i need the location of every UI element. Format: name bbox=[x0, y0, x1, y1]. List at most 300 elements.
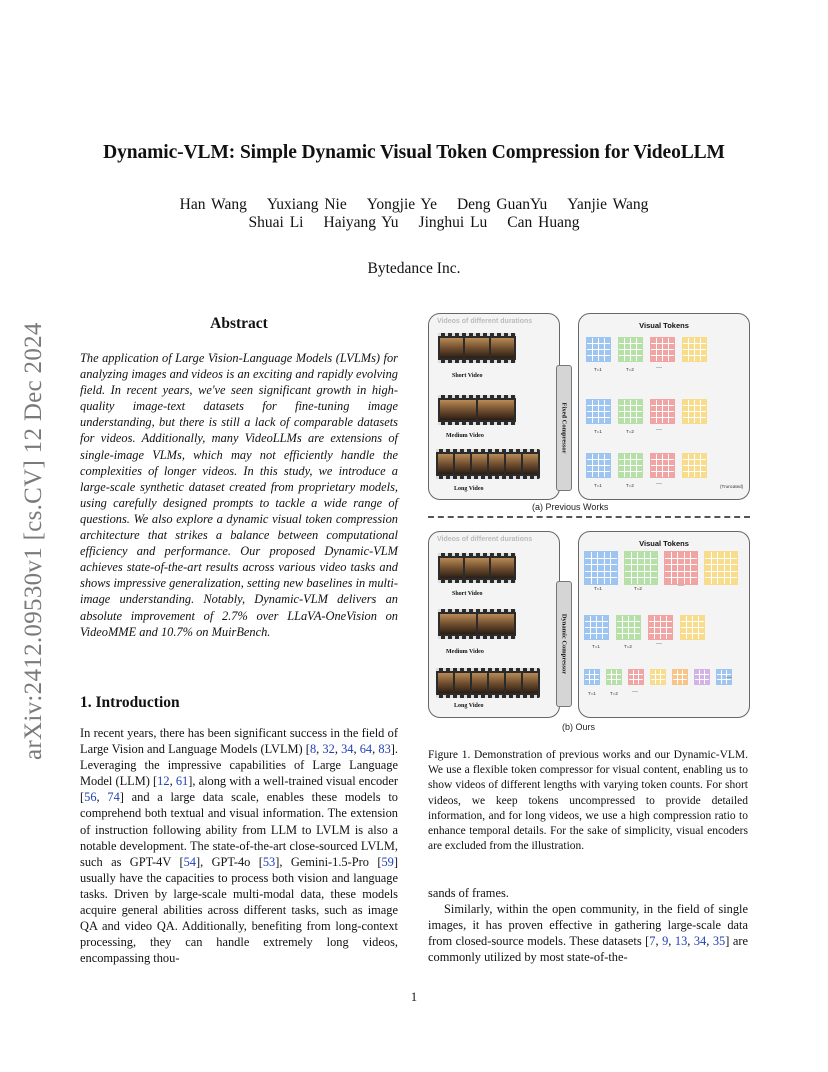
token-cell bbox=[585, 559, 591, 565]
token-cell bbox=[661, 670, 665, 674]
token-cell bbox=[667, 634, 672, 639]
token-cell bbox=[681, 616, 686, 621]
token-cell bbox=[687, 616, 692, 621]
page-number: 1 bbox=[410, 990, 418, 1004]
token-cell bbox=[661, 622, 666, 627]
citation-link[interactable]: 83 bbox=[378, 742, 391, 757]
token-cell bbox=[638, 552, 644, 558]
token-cell bbox=[717, 670, 721, 674]
truncated-label: (Truncated) bbox=[720, 484, 744, 489]
token-cell bbox=[585, 565, 591, 571]
ellipsis: ... bbox=[656, 423, 662, 432]
video-frame bbox=[440, 614, 476, 634]
token-cell bbox=[625, 466, 630, 471]
citation-link[interactable]: 53 bbox=[262, 854, 276, 869]
text-run: , bbox=[655, 934, 663, 949]
token-cell bbox=[651, 675, 655, 679]
token-cell bbox=[587, 418, 592, 423]
token-cell bbox=[681, 628, 686, 633]
token-cell bbox=[595, 680, 599, 684]
token-cell bbox=[629, 670, 633, 674]
token-cell bbox=[683, 338, 688, 343]
time-label: T=1 bbox=[594, 367, 602, 372]
citation-link[interactable]: 8 bbox=[309, 742, 317, 757]
ellipsis: ... bbox=[678, 579, 684, 588]
token-cell bbox=[689, 344, 694, 349]
token-cell bbox=[678, 572, 684, 578]
token-cell bbox=[637, 460, 642, 465]
token-cell bbox=[629, 634, 634, 639]
token-cell bbox=[725, 565, 731, 571]
token-cell bbox=[587, 356, 592, 361]
token-cell bbox=[731, 565, 737, 571]
token-cell bbox=[669, 454, 674, 459]
token-cell bbox=[591, 616, 596, 621]
text-run: ], Gemini-1.5-Pro [ bbox=[275, 854, 382, 869]
token-grid bbox=[584, 669, 600, 685]
intro-paragraph bbox=[80, 725, 398, 966]
token-grid bbox=[584, 615, 609, 640]
token-cell bbox=[667, 616, 672, 621]
token-cell bbox=[592, 559, 598, 565]
video-clip bbox=[436, 668, 540, 698]
token-cell bbox=[663, 466, 668, 471]
text-run: ], along with a well-trained visual encoder [ bbox=[80, 774, 398, 805]
token-cell bbox=[599, 356, 604, 361]
token-grid bbox=[616, 615, 641, 640]
token-cell bbox=[607, 680, 611, 684]
token-cell bbox=[587, 338, 592, 343]
token-cell bbox=[672, 552, 678, 558]
token-cell bbox=[663, 400, 668, 405]
token-cell bbox=[695, 418, 700, 423]
token-cell bbox=[689, 412, 694, 417]
token-cell bbox=[678, 559, 684, 565]
author: Jinghui Lu bbox=[418, 214, 488, 231]
author: Han Wang bbox=[179, 196, 247, 213]
token-cell bbox=[619, 418, 624, 423]
token-cell bbox=[593, 454, 598, 459]
token-cell bbox=[695, 338, 700, 343]
token-cell bbox=[663, 460, 668, 465]
video-frame bbox=[438, 454, 453, 474]
token-cell bbox=[619, 356, 624, 361]
token-cell bbox=[599, 460, 604, 465]
token-cell bbox=[585, 634, 590, 639]
token-cell bbox=[632, 559, 638, 565]
authors-row-2 bbox=[60, 214, 768, 232]
token-cell bbox=[605, 460, 610, 465]
token-cell bbox=[593, 406, 598, 411]
token-cell bbox=[661, 675, 665, 679]
token-cell bbox=[695, 466, 700, 471]
intro-heading: 1. Introduction bbox=[80, 694, 180, 711]
token-cell bbox=[681, 622, 686, 627]
token-cell bbox=[605, 412, 610, 417]
token-cell bbox=[695, 406, 700, 411]
token-cell bbox=[683, 406, 688, 411]
token-cell bbox=[661, 616, 666, 621]
token-cell bbox=[672, 559, 678, 565]
video-frame bbox=[455, 454, 470, 474]
token-cell bbox=[587, 466, 592, 471]
token-grid bbox=[624, 551, 658, 585]
token-cell bbox=[651, 559, 657, 565]
token-cell bbox=[629, 680, 633, 684]
token-cell bbox=[585, 572, 591, 578]
token-cell bbox=[587, 454, 592, 459]
token-cell bbox=[661, 680, 665, 684]
token-cell bbox=[669, 400, 674, 405]
citation-link[interactable]: 74 bbox=[107, 790, 120, 805]
arxiv-stamp: arXiv:2412.09530v1 [cs.CV] 12 Dec 2024 bbox=[20, 322, 47, 760]
token-cell bbox=[603, 622, 608, 627]
citation-link[interactable]: 64 bbox=[359, 742, 373, 757]
token-cell bbox=[717, 680, 721, 684]
citation-link[interactable]: 13 bbox=[674, 934, 688, 949]
token-cell bbox=[638, 578, 644, 584]
video-frame bbox=[523, 673, 538, 693]
token-cell bbox=[705, 552, 711, 558]
token-cell bbox=[701, 454, 706, 459]
token-cell bbox=[617, 675, 621, 679]
token-cell bbox=[689, 466, 694, 471]
citation-link[interactable]: 56 bbox=[84, 790, 97, 805]
token-cell bbox=[669, 350, 674, 355]
token-cell bbox=[678, 670, 682, 674]
citation-link[interactable]: 35 bbox=[712, 934, 726, 949]
token-cell bbox=[683, 454, 688, 459]
token-cell bbox=[587, 344, 592, 349]
video-frame bbox=[523, 454, 538, 474]
token-cell bbox=[705, 578, 711, 584]
video-clip bbox=[438, 553, 516, 583]
token-cell bbox=[637, 418, 642, 423]
token-cell bbox=[695, 675, 699, 679]
citation-link[interactable]: 54 bbox=[183, 854, 196, 869]
token-grid bbox=[618, 337, 643, 362]
token-cell bbox=[731, 578, 737, 584]
token-cell bbox=[663, 454, 668, 459]
token-cell bbox=[585, 622, 590, 627]
token-cell bbox=[638, 559, 644, 565]
token-cell bbox=[663, 418, 668, 423]
token-cell bbox=[637, 350, 642, 355]
token-cell bbox=[718, 565, 724, 571]
token-cell bbox=[663, 344, 668, 349]
token-cell bbox=[683, 412, 688, 417]
token-cell bbox=[685, 572, 691, 578]
token-cell bbox=[689, 472, 694, 477]
token-cell bbox=[631, 472, 636, 477]
token-cell bbox=[725, 559, 731, 565]
token-cell bbox=[599, 344, 604, 349]
token-cell bbox=[701, 460, 706, 465]
token-cell bbox=[625, 578, 631, 584]
token-cell bbox=[727, 680, 731, 684]
token-cell bbox=[663, 472, 668, 477]
token-cell bbox=[611, 559, 617, 565]
token-cell bbox=[655, 616, 660, 621]
ellipsis: ... bbox=[726, 671, 732, 680]
token-cell bbox=[699, 622, 704, 627]
token-cell bbox=[599, 406, 604, 411]
token-cell bbox=[701, 412, 706, 417]
paragraph bbox=[428, 901, 748, 965]
token-cell bbox=[625, 460, 630, 465]
text-run: ] are commonly utilized by most state-of-the- bbox=[428, 934, 748, 965]
videos-panel-label: Videos of different durations bbox=[437, 536, 533, 543]
token-cell bbox=[617, 670, 621, 674]
video-label: Short Video bbox=[452, 591, 483, 597]
time-label: T=1 bbox=[594, 429, 602, 434]
token-cell bbox=[623, 622, 628, 627]
token-cell bbox=[718, 559, 724, 565]
token-cell bbox=[605, 400, 610, 405]
token-cell bbox=[593, 412, 598, 417]
token-cell bbox=[637, 454, 642, 459]
token-cell bbox=[587, 400, 592, 405]
video-clip bbox=[438, 333, 516, 363]
token-cell bbox=[631, 466, 636, 471]
token-cell bbox=[619, 460, 624, 465]
token-cell bbox=[617, 628, 622, 633]
token-cell bbox=[593, 400, 598, 405]
time-label: T=1 bbox=[592, 644, 600, 649]
token-cell bbox=[639, 670, 643, 674]
token-cell bbox=[605, 356, 610, 361]
token-cell bbox=[663, 406, 668, 411]
token-cell bbox=[598, 565, 604, 571]
ellipsis: ... bbox=[656, 361, 662, 370]
token-cell bbox=[623, 616, 628, 621]
text-run: , bbox=[372, 742, 379, 757]
fixed-compressor bbox=[556, 365, 572, 491]
token-cell bbox=[657, 460, 662, 465]
token-cell bbox=[693, 634, 698, 639]
token-grid bbox=[586, 399, 611, 424]
token-grid bbox=[650, 453, 675, 478]
token-cell bbox=[695, 454, 700, 459]
token-cell bbox=[645, 559, 651, 565]
token-cell bbox=[598, 572, 604, 578]
token-cell bbox=[657, 338, 662, 343]
token-cell bbox=[687, 634, 692, 639]
video-frame bbox=[465, 558, 488, 578]
token-cell bbox=[634, 675, 638, 679]
video-label: Long Video bbox=[454, 703, 484, 709]
figure-1 bbox=[428, 313, 750, 738]
token-cell bbox=[657, 406, 662, 411]
token-cell bbox=[687, 622, 692, 627]
token-cell bbox=[657, 454, 662, 459]
token-cell bbox=[712, 572, 718, 578]
token-cell bbox=[629, 628, 634, 633]
time-label: T=2 bbox=[610, 691, 618, 696]
video-frame bbox=[440, 400, 476, 420]
token-cell bbox=[665, 559, 671, 565]
token-cell bbox=[599, 418, 604, 423]
token-cell bbox=[591, 622, 596, 627]
token-cell bbox=[669, 418, 674, 423]
token-cell bbox=[699, 634, 704, 639]
film-perforation bbox=[436, 695, 540, 698]
citation-link[interactable]: 59 bbox=[381, 854, 394, 869]
token-cell bbox=[639, 680, 643, 684]
token-cell bbox=[625, 552, 631, 558]
citation-link[interactable]: 34 bbox=[693, 934, 707, 949]
token-cell bbox=[612, 680, 616, 684]
token-cell bbox=[593, 460, 598, 465]
token-cell bbox=[585, 670, 589, 674]
token-cell bbox=[663, 356, 668, 361]
token-cell bbox=[683, 350, 688, 355]
token-cell bbox=[631, 356, 636, 361]
token-cell bbox=[672, 578, 678, 584]
token-grid bbox=[672, 669, 688, 685]
token-grid bbox=[650, 337, 675, 362]
token-cell bbox=[637, 466, 642, 471]
token-cell bbox=[619, 472, 624, 477]
token-cell bbox=[593, 418, 598, 423]
dynamic-compressor-label: Dynamic Compressor bbox=[560, 613, 568, 675]
text-run: ] usually have the capacities to process both vision and language tasks. Driven by large-scale multi-modal data, these models acquire general abilities across different tasks, such as image QA and video QA. Additionally, benefiting from long-context processing, they can handle extremely long videos, encompassing thou- bbox=[80, 854, 398, 966]
fixed-compressor-label: Fixed Compressor bbox=[560, 402, 568, 454]
token-cell bbox=[631, 454, 636, 459]
token-cell bbox=[701, 418, 706, 423]
token-cell bbox=[693, 616, 698, 621]
token-cell bbox=[651, 578, 657, 584]
token-cell bbox=[685, 578, 691, 584]
token-cell bbox=[731, 572, 737, 578]
token-cell bbox=[717, 675, 721, 679]
token-cell bbox=[701, 406, 706, 411]
text-run: , bbox=[353, 742, 360, 757]
token-cell bbox=[701, 466, 706, 471]
film-perforation bbox=[436, 449, 540, 452]
token-cell bbox=[629, 616, 634, 621]
token-cell bbox=[657, 466, 662, 471]
token-cell bbox=[593, 338, 598, 343]
token-cell bbox=[689, 418, 694, 423]
token-cell bbox=[635, 628, 640, 633]
paragraph: sands of frames. bbox=[428, 886, 509, 900]
token-cell bbox=[587, 350, 592, 355]
token-cell bbox=[617, 634, 622, 639]
token-cell bbox=[638, 572, 644, 578]
token-cell bbox=[631, 412, 636, 417]
citation-link[interactable]: 7 bbox=[649, 934, 656, 949]
token-cell bbox=[592, 578, 598, 584]
video-frame bbox=[506, 454, 521, 474]
token-cell bbox=[669, 356, 674, 361]
text-run: ] and a large data scale, enables these models to comprehend both textual and visual information. The extension of instruction following ability from LLM to LVLM is also a notable development. The state-of-the-art close-sourced LVLM, such as GPT-4V [ bbox=[80, 790, 398, 869]
token-cell bbox=[656, 680, 660, 684]
token-cell bbox=[705, 680, 709, 684]
token-cell bbox=[669, 412, 674, 417]
citation-link[interactable]: 61 bbox=[175, 774, 189, 789]
token-grid bbox=[650, 669, 666, 685]
token-cell bbox=[718, 552, 724, 558]
token-cell bbox=[663, 412, 668, 417]
token-cell bbox=[632, 552, 638, 558]
token-cell bbox=[623, 634, 628, 639]
citation-link[interactable]: 9 bbox=[662, 934, 669, 949]
text-run: , bbox=[668, 934, 675, 949]
film-perforation bbox=[438, 333, 516, 336]
token-cell bbox=[629, 675, 633, 679]
token-cell bbox=[689, 338, 694, 343]
token-cell bbox=[591, 634, 596, 639]
token-cell bbox=[635, 616, 640, 621]
token-cell bbox=[617, 680, 621, 684]
token-cell bbox=[691, 578, 697, 584]
token-cell bbox=[665, 578, 671, 584]
author: Yanjie Wang bbox=[567, 196, 649, 213]
token-cell bbox=[612, 675, 616, 679]
token-cell bbox=[712, 552, 718, 558]
token-cell bbox=[693, 622, 698, 627]
token-cell bbox=[597, 616, 602, 621]
right-column-text bbox=[428, 885, 748, 965]
token-cell bbox=[651, 350, 656, 355]
token-cell bbox=[685, 565, 691, 571]
token-cell bbox=[712, 565, 718, 571]
token-cell bbox=[701, 344, 706, 349]
token-cell bbox=[683, 344, 688, 349]
token-cell bbox=[731, 552, 737, 558]
token-cell bbox=[631, 460, 636, 465]
token-cell bbox=[651, 670, 655, 674]
token-cell bbox=[683, 356, 688, 361]
citation-link[interactable]: 34 bbox=[341, 742, 354, 757]
author: Yuxiang Nie bbox=[266, 196, 347, 213]
token-cell bbox=[585, 675, 589, 679]
video-frame bbox=[489, 454, 504, 474]
token-cell bbox=[683, 418, 688, 423]
token-cell bbox=[590, 675, 594, 679]
token-cell bbox=[725, 552, 731, 558]
token-cell bbox=[587, 472, 592, 477]
token-cell bbox=[712, 578, 718, 584]
token-cell bbox=[605, 454, 610, 459]
token-cell bbox=[693, 628, 698, 633]
token-cell bbox=[597, 628, 602, 633]
film-perforation bbox=[438, 553, 516, 556]
token-cell bbox=[700, 670, 704, 674]
token-cell bbox=[625, 565, 631, 571]
token-cell bbox=[599, 350, 604, 355]
author: Haiyang Yu bbox=[323, 214, 399, 231]
text-run: Similarly, within the open community, in the field of single images, it has proven effective in gathering large-scale data from closed-source models. These datasets [ bbox=[428, 902, 748, 949]
token-cell bbox=[631, 406, 636, 411]
token-cell bbox=[632, 578, 638, 584]
citation-link[interactable]: 32 bbox=[322, 742, 335, 757]
token-cell bbox=[699, 616, 704, 621]
token-cell bbox=[678, 565, 684, 571]
video-frame bbox=[491, 338, 514, 358]
citation-link[interactable]: 12 bbox=[157, 774, 170, 789]
token-cell bbox=[592, 552, 598, 558]
token-cell bbox=[617, 616, 622, 621]
token-cell bbox=[625, 559, 631, 565]
video-frame bbox=[506, 673, 521, 693]
token-cell bbox=[634, 670, 638, 674]
tokens-title: Visual Tokens bbox=[639, 539, 689, 548]
time-label: T=2 bbox=[626, 483, 634, 488]
token-cell bbox=[691, 559, 697, 565]
token-cell bbox=[625, 472, 630, 477]
